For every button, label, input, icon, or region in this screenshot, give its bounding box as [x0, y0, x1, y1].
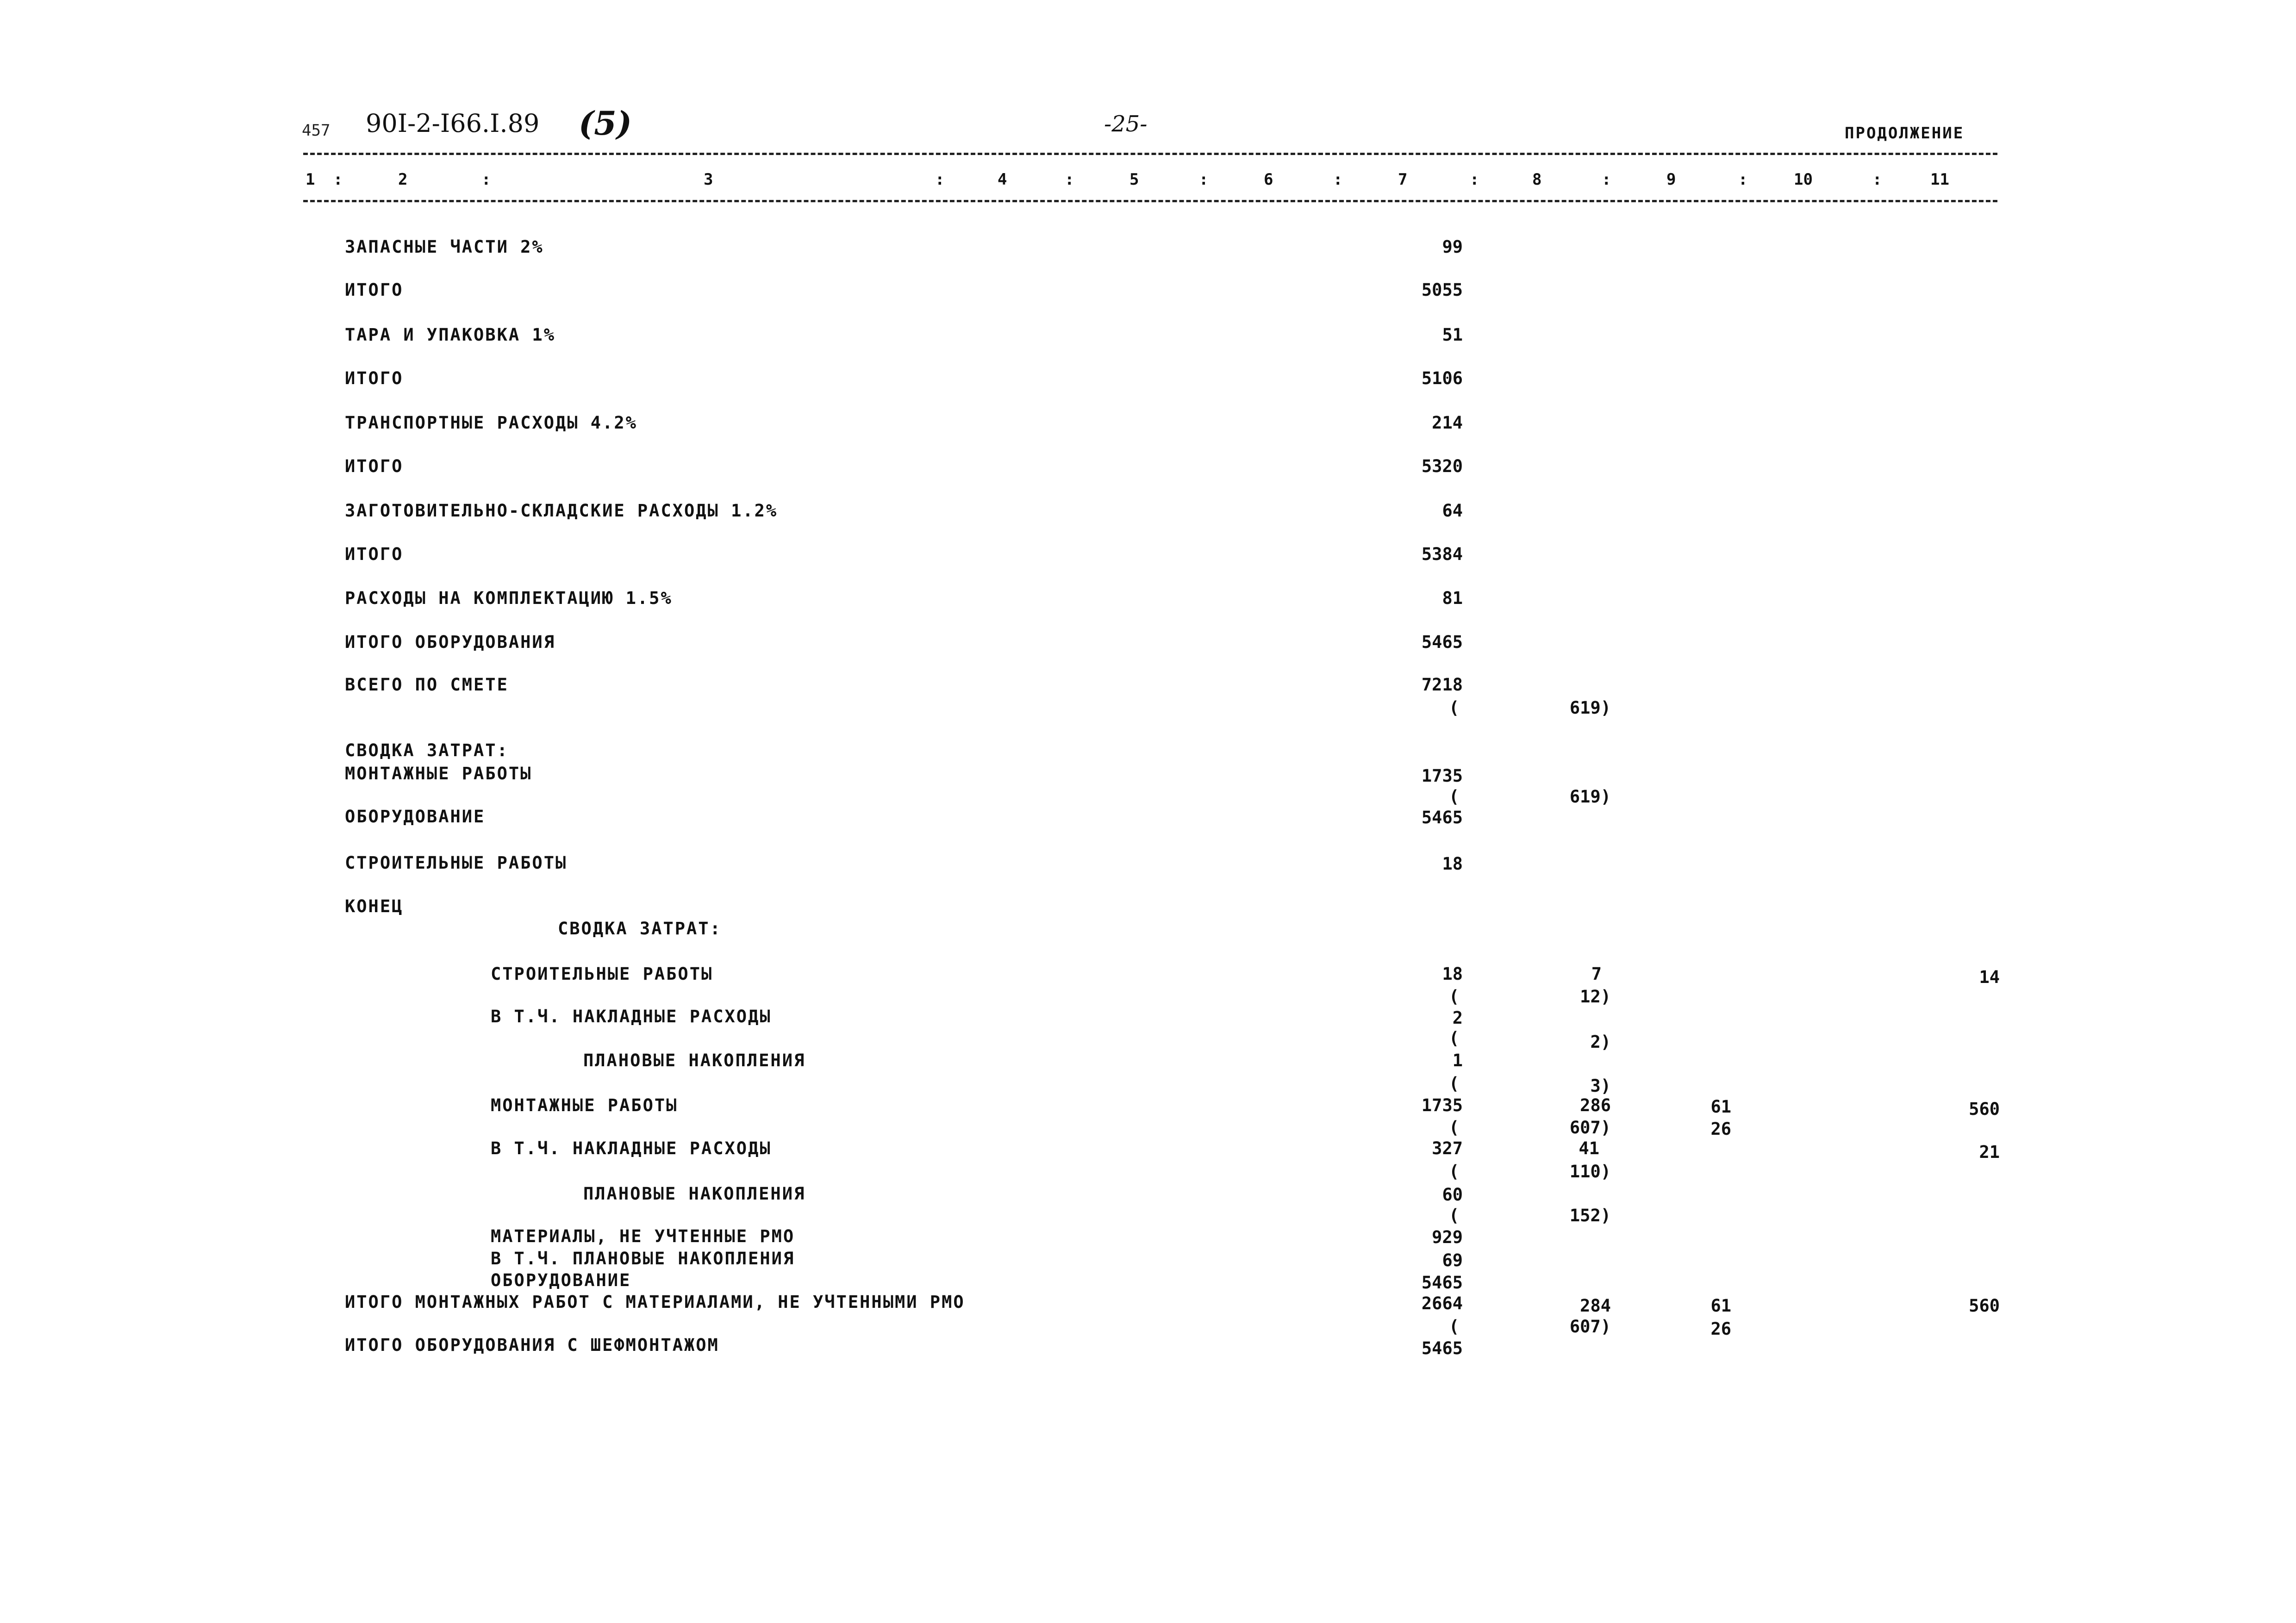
- row-label: МАТЕРИАЛЫ, НЕ УЧТЕННЫЕ РМО: [491, 1226, 795, 1246]
- row-value-col7: 5384: [1421, 544, 1463, 564]
- row-value-col8: 619): [1569, 698, 1611, 718]
- row-value-col8: 286: [1580, 1095, 1611, 1115]
- row-label: МОНТАЖНЫЕ РАБОТЫ: [491, 1095, 678, 1115]
- row-label: СТРОИТЕЛЬНЫЕ РАБОТЫ: [345, 853, 568, 873]
- row-label: В Т.Ч. НАКЛАДНЫЕ РАСХОДЫ: [491, 1138, 772, 1158]
- row-value-col7: 2664: [1421, 1293, 1463, 1313]
- row-label: ИТОГО: [345, 280, 404, 300]
- row-value-col7: 7218: [1421, 675, 1463, 695]
- open-paren: (: [1449, 1162, 1460, 1181]
- row-value-col8: 41: [1578, 1138, 1599, 1158]
- row-value-col8: 152): [1569, 1206, 1611, 1225]
- row-value-col7: 1: [1452, 1051, 1463, 1070]
- column-separator: :: [1602, 170, 1611, 189]
- row-value-col8: 619): [1569, 787, 1611, 807]
- row-value-col7: 2: [1452, 1008, 1463, 1028]
- row-label: ИТОГО МОНТАЖНЫХ РАБОТ С МАТЕРИАЛАМИ, НЕ УЧТЕННЫМИ РМО: [345, 1292, 965, 1312]
- row-label: ИТОГО: [345, 456, 404, 476]
- row-value-col7: 1735: [1421, 766, 1463, 786]
- column-number-10: 10: [1794, 170, 1813, 189]
- row-value-col9: 61: [1710, 1097, 1731, 1117]
- column-number-5: 5: [1129, 170, 1139, 189]
- open-paren: (: [1449, 1118, 1460, 1138]
- open-paren: (: [1449, 1074, 1460, 1094]
- row-value-col7: 327: [1432, 1138, 1463, 1158]
- row-value-col7: 5106: [1421, 368, 1463, 388]
- column-number-11: 11: [1930, 170, 1949, 189]
- continuation-label: ПРОДОЛЖЕНИЕ: [1845, 124, 1965, 143]
- open-paren: (: [1449, 1317, 1460, 1337]
- row-value-col7: 929: [1432, 1227, 1463, 1247]
- open-paren: (: [1449, 987, 1460, 1007]
- row-value-col8: 607): [1569, 1118, 1611, 1138]
- summary-title: СВОДКА ЗАТРАТ:: [558, 919, 722, 939]
- column-separator: :: [1065, 170, 1074, 189]
- column-separator: :: [1738, 170, 1748, 189]
- row-label: В Т.Ч. НАКЛАДНЫЕ РАСХОДЫ: [491, 1007, 772, 1026]
- row-value-col7: 81: [1442, 588, 1463, 608]
- sheet-number: 457: [302, 121, 331, 140]
- header-rule-bottom: [303, 200, 1997, 202]
- column-number-8: 8: [1532, 170, 1542, 189]
- row-label: ЗАГОТОВИТЕЛЬНО-СКЛАДСКИЕ РАСХОДЫ 1.2%: [345, 501, 778, 521]
- column-separator: :: [1470, 170, 1479, 189]
- row-value-col7: 5465: [1421, 1338, 1463, 1358]
- row-value-col8: 3): [1590, 1076, 1611, 1096]
- document-code: 90I-2-I66.I.89: [366, 109, 540, 138]
- page-number: -25-: [1104, 111, 1148, 137]
- row-value-col7: 5465: [1421, 632, 1463, 652]
- row-label: ОБОРУДОВАНИЕ: [491, 1270, 631, 1290]
- column-number-9: 9: [1666, 170, 1676, 189]
- row-value-col11: 560: [1969, 1099, 2000, 1119]
- row-value-col11: 21: [1979, 1142, 2000, 1162]
- row-value-col8: 110): [1569, 1162, 1611, 1181]
- open-paren: (: [1449, 1206, 1460, 1225]
- row-value-col7: 1735: [1421, 1095, 1463, 1115]
- open-paren: (: [1449, 698, 1460, 718]
- row-label: ИТОГО ОБОРУДОВАНИЯ: [345, 632, 555, 652]
- column-separator: :: [935, 170, 945, 189]
- row-value-col11: 560: [1969, 1296, 2000, 1316]
- row-label: ВСЕГО ПО СМЕТЕ: [345, 675, 509, 695]
- column-number-3: 3: [704, 170, 713, 189]
- column-separator: :: [481, 170, 491, 189]
- row-label: ЗАПАСНЫЕ ЧАСТИ 2%: [345, 237, 544, 257]
- row-value-col7: 51: [1442, 325, 1463, 345]
- row-label: В Т.Ч. ПЛАНОВЫЕ НАКОПЛЕНИЯ: [491, 1249, 795, 1269]
- open-paren: (: [1449, 787, 1460, 807]
- end-marker: КОНЕЦ: [345, 896, 404, 916]
- row-value-col7: 60: [1442, 1185, 1463, 1205]
- row-value-col7: 64: [1442, 501, 1463, 521]
- row-label: ПЛАНОВЫЕ НАКОПЛЕНИЯ: [583, 1184, 806, 1204]
- row-label: ИТОГО: [345, 368, 404, 388]
- column-separator: :: [1872, 170, 1882, 189]
- column-separator: :: [333, 170, 343, 189]
- column-number-1: 1: [306, 170, 315, 189]
- row-value-col9: 26: [1710, 1319, 1731, 1339]
- row-label: ИТОГО: [345, 544, 404, 564]
- row-value-col7: 69: [1442, 1250, 1463, 1270]
- row-value-col8: 7: [1591, 964, 1602, 984]
- row-label: СТРОИТЕЛЬНЫЕ РАБОТЫ: [491, 964, 713, 984]
- row-label: ОБОРУДОВАНИЕ: [345, 807, 486, 827]
- row-label: МОНТАЖНЫЕ РАБОТЫ: [345, 764, 532, 784]
- row-value-col9: 26: [1710, 1119, 1731, 1139]
- row-value-col8: 12): [1580, 987, 1611, 1007]
- row-value-col8: 607): [1569, 1317, 1611, 1337]
- handwritten-note: (5): [579, 104, 632, 143]
- header-rule-top: [303, 153, 1997, 155]
- row-value-col7: 18: [1442, 964, 1463, 984]
- row-label: ТРАНСПОРТНЫЕ РАСХОДЫ 4.2%: [345, 413, 637, 433]
- row-label: РАСХОДЫ НА КОМПЛЕКТАЦИЮ 1.5%: [345, 588, 673, 608]
- column-number-2: 2: [398, 170, 408, 189]
- row-value-col8: 2): [1590, 1032, 1611, 1052]
- column-separator: :: [1333, 170, 1343, 189]
- row-value-col7: 99: [1442, 237, 1463, 257]
- row-value-col7: 5465: [1421, 1273, 1463, 1293]
- column-number-7: 7: [1398, 170, 1408, 189]
- row-value-col8: 284: [1580, 1296, 1611, 1316]
- row-value-col7: 5055: [1421, 280, 1463, 300]
- row-value-col7: 5465: [1421, 808, 1463, 827]
- column-number-4: 4: [998, 170, 1007, 189]
- open-paren: (: [1449, 1028, 1460, 1048]
- column-number-6: 6: [1264, 170, 1273, 189]
- row-value-col7: 214: [1432, 413, 1463, 433]
- row-value-col7: 5320: [1421, 456, 1463, 476]
- row-value-col7: 18: [1442, 854, 1463, 874]
- row-label: ТАРА И УПАКОВКА 1%: [345, 325, 555, 345]
- summary-title: СВОДКА ЗАТРАТ:: [345, 740, 509, 760]
- row-value-col9: 61: [1710, 1296, 1731, 1316]
- row-value-col11: 14: [1979, 967, 2000, 987]
- row-label: ПЛАНОВЫЕ НАКОПЛЕНИЯ: [583, 1051, 806, 1070]
- column-separator: :: [1199, 170, 1209, 189]
- row-label: ИТОГО ОБОРУДОВАНИЯ С ШЕФМОНТАЖОМ: [345, 1335, 719, 1355]
